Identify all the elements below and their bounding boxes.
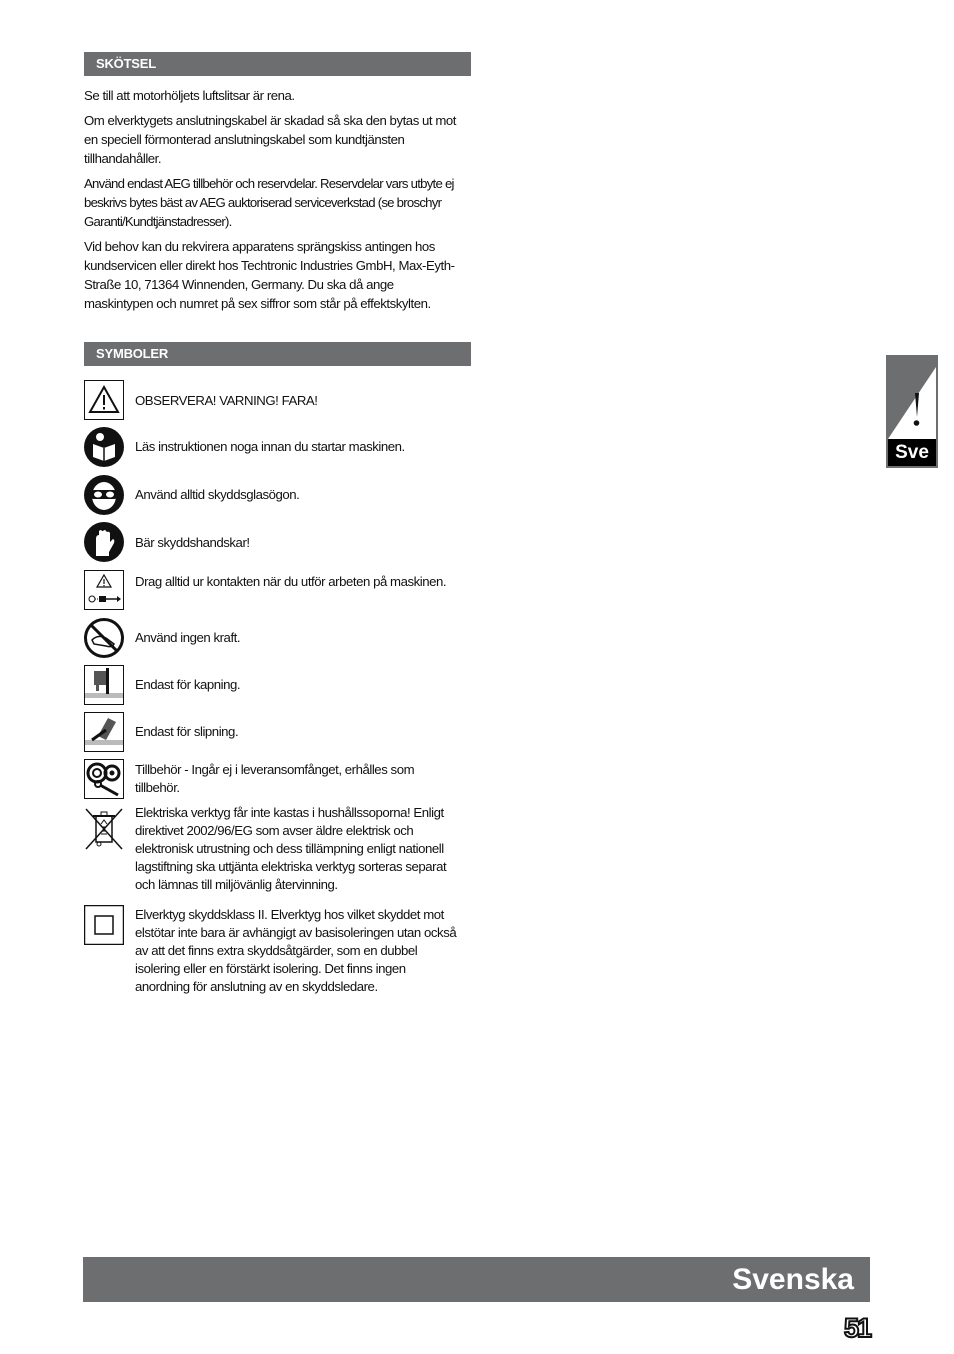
care-heading: SKÖTSEL bbox=[84, 52, 471, 76]
cutting-only-icon bbox=[84, 665, 124, 705]
warning-triangle-icon bbox=[84, 380, 124, 420]
symbol-text-accessories: Tillbehör - Ingår ej i leveransomfånget, erhålles som tillbehör. bbox=[135, 762, 415, 795]
symbol-text-gloves: Bär skyddshandskar! bbox=[135, 535, 250, 550]
symbol-text-no-force: Använd ingen kraft. bbox=[135, 630, 241, 645]
safety-gloves-icon bbox=[84, 522, 124, 562]
grinding-only-icon bbox=[84, 712, 124, 752]
accessories-icon bbox=[84, 759, 124, 799]
symbols-heading: SYMBOLER bbox=[84, 342, 471, 366]
symbol-text-grinding: Endast för slipning. bbox=[135, 724, 239, 739]
symbol-text-weee: Elektriska verktyg får inte kastas i hushållssoporna! Enligt direktivet 2002/96/EG som avser äldre elektrisk och elektronisk utrustning och dess tillämpning enligt nationell lagstiftning ska uttjänta elektriska verktyg sorteras separat och lämnas till miljövänlig återvinning. bbox=[135, 805, 447, 892]
symbol-text-goggles: Använd alltid skyddsglasögon. bbox=[135, 487, 300, 502]
read-manual-icon bbox=[84, 427, 124, 467]
no-force-icon bbox=[84, 618, 124, 658]
symbol-text-cutting: Endast för kapning. bbox=[135, 677, 241, 692]
unplug-icon bbox=[84, 570, 124, 610]
language-side-tab bbox=[886, 355, 938, 468]
symbol-text-unplug: Drag alltid ur kontakten när du utför arbeten på maskinen. bbox=[135, 574, 447, 589]
care-paragraph-4: Vid behov kan du rekvirera apparatens sprängskiss antingen hos kundservicen eller direkt hos Techtronic Industries GmbH, Max-Eyth-Straße 10, 71364 Winnenden, Germany. Du ska då ange maskintypen och numret på sex siffror som står på effektskylten. bbox=[84, 239, 455, 311]
protection-class-ii-icon bbox=[84, 905, 124, 945]
language-tab-label: Sve bbox=[888, 439, 936, 466]
weee-bin-icon bbox=[84, 806, 124, 852]
warning-exclamation-icon bbox=[888, 357, 936, 439]
page-number: 51 bbox=[843, 1313, 870, 1343]
safety-goggles-icon bbox=[84, 475, 124, 515]
symbol-text-class-ii: Elverktyg skyddsklass II. Elverktyg hos vilket skyddet mot elstötar inte bara är avhängigt av basisoleringen utan också av att det finns extra skyddsåtgärder, som en dubbel isolering eller en förstärkt isolering. Det finns ingen anordning för anslutning av en skyddsledare. bbox=[135, 907, 457, 994]
footer-language-bar: Svenska bbox=[83, 1257, 870, 1302]
care-paragraph-2: Om elverktygets anslutningskabel är skadad så ska den bytas ut mot en speciell förmonterad anslutningskabel som kundtjänsten tillhandahåller. bbox=[84, 113, 456, 166]
symbol-text-manual: Läs instruktionen noga innan du startar maskinen. bbox=[135, 439, 405, 454]
care-paragraph-3: Använd endast AEG tillbehör och reservdelar. Reservdelar vars utbyte ej beskrivs bytes bäst av AEG auktoriserad serviceverkstad (se broschyr Garanti/Kundtjänstadresser). bbox=[84, 176, 454, 229]
symbol-text-warning: OBSERVERA! VARNING! FARA! bbox=[135, 393, 318, 408]
care-paragraph-1: Se till att motorhöljets luftslitsar är rena. bbox=[84, 88, 295, 103]
